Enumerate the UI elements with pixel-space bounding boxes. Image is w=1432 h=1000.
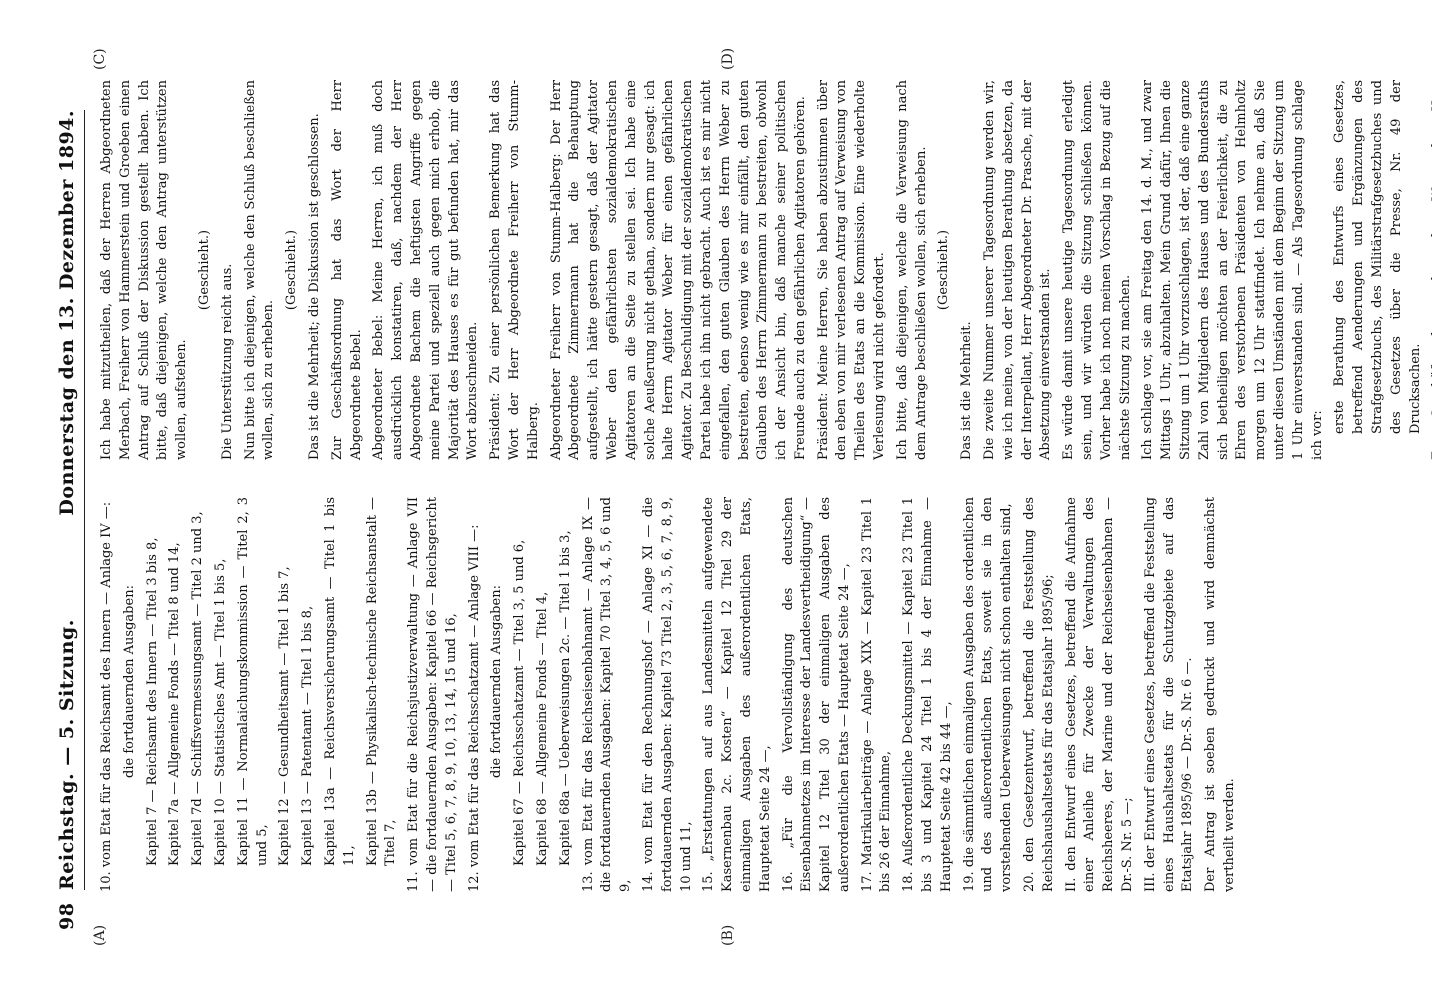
running-header (52, 110, 85, 930)
list-item: Kapitel 13 — Patentamt — Titel 1 bis 8, (300, 605, 316, 866)
list-item: die fortdauernden Ausgaben: (489, 585, 505, 778)
list-item: 14. vom Etat für den Rechnungshof — Anlage XI — die fortdauernden Ausgaben: Kapitel 73 Titel 2, 3, 5, 6, 7, 8, 9, 10 und 11, (640, 497, 694, 892)
paragraph: Präsident: Meine Herren, Sie haben abzustimmen über den eben von mir verlesenen Antrag auf Verweisung von Theilen des Etats an die Kommission. Eine wiederholte Verlesung wird nicht gefordert. (815, 80, 888, 460)
list-item: Kapitel 7a — Allgemeine Fonds — Titel 8 und 14, (167, 542, 183, 866)
margin-letter-c: (C) (92, 48, 108, 70)
list-item: II. den Entwurf eines Gesetzes, betreffend die Aufnahme einer Anleihe für Zwecke der Verwaltungen des Reichsheeres, der Marine und der Reichseisenbahnen — Dr.-S. Nr. 5 —; (1063, 497, 1136, 892)
stage-direction: (Geschieht.) (196, 229, 212, 311)
list-item: Kapitel 13b — Physikalisch-technische Reichsanstalt — Titel 7, (364, 497, 399, 866)
paragraph: Die zweite Nummer unserer Tagesordnung werden wir, wie ich meine, von der heutigen Berathung absetzen, da der Interpellant, Herr Abgeordneter Dr. Prasche, mit der Absetzung einverstanden ist. (982, 80, 1054, 460)
stage-direction: (Geschieht.) (936, 229, 952, 311)
paragraph: Nun bitte ich diejenigen, welche den Schluß beschließen wollen, sich zu erheben. (242, 80, 277, 460)
header-right: Donnerstag den 13. Dezember 1894. (56, 110, 78, 516)
left-column (98, 497, 1244, 892)
paragraph: Die Unterstützung reicht aus. (219, 263, 235, 460)
paragraph: Präsident: Zu einer persönlichen Bemerkung hat das Wort der Herr Abgeordnete Freiherr von Stumm-Halberg. (488, 80, 541, 460)
header-left: Reichstag. — 5. Sitzung. (56, 619, 78, 890)
list-item: Kapitel 10 — Statistisches Amt — Titel 1 bis 5, (212, 558, 228, 866)
list-item: Kapitel 13a — Reichsversicherungsamt — Titel 1 bis 11, (322, 497, 357, 866)
list-item: Kapitel 7 — Reichsamt des Innern — Titel 3 bis 8, (144, 537, 160, 866)
paragraph: Abgeordneter Bebel: Meine Herren, ich muß doch ausdrücklich konstatiren, daß, nachdem der Herr Abgeordnete Bachem die heftigsten Angriffe gegen meine Partei und speziell auch gegen mich erhob, die Majorität des Hauses es für gut befunden hat, mir das Wort abzuschneiden. (371, 80, 481, 460)
agenda-item: erste Berathung des Entwurfs eines Gesetzes, betreffend Aenderungen und Ergänzungen des Strafgesetzbuchs, des Militärstrafgesetzbuches und des Gesetzes über die Presse, Nr. 49 der Drucksachen. (1332, 80, 1423, 434)
digitization-credit (1414, 0, 1432, 1000)
list-item: 16. „Für die Vervollständigung des deutschen Eisenbahnnetzes im Interesse der Landesvertheidigung“ — Kapitel 12 Titel 30 der einmaligen Ausgaben des außerordentlichen Etats — Hauptetat Seite 24 —, (780, 497, 852, 892)
list-item: 12. vom Etat für das Reichsschatzamt — Anlage VIII —: (466, 524, 482, 892)
paragraph: Das ist die Mehrheit. (959, 321, 975, 460)
list-item: III. der Entwurf eines Gesetzes, betreffend die Feststellung eines Haushaltsetats für die Schutzgebiete auf das Etatsjahr 1895/96 — Dr.-S. Nr. 6 —. (1142, 497, 1196, 892)
list-item: Kapitel 67 — Reichsschatzamt — Titel 3, 5 und 6, (512, 539, 528, 866)
paragraph: Abgeordneter Freiherr von Stumm-Halberg: Der Herr Abgeordnete Zimmermann hat die Behauptung aufgestellt, ich hätte gestern gesagt, daß der Agitator Weber den gefährlichsten sozialdemokratischen Agitatoren an die Seite zu stellen sei. Ich habe eine solche Aeußerung nicht gethan, sondern nur gesagt: ich halte Herrn Agitator Weber für einen gefährlichen Agitator. Zu Beschuldigung mit der sozialdemokratischen Partei habe ich ihn nicht gebracht. Auch ist es mir nicht eingefallen, den guten Glauben des Herrn Weber zu bestreiten, ebenso wenig wie es mir einfällt, den guten Glauben des Herrn Zimmermann zu bestreiten, obwohl ich der Ansicht bin, daß manche seiner politischen Freunde auch zu den gefährlichen Agitatoren gehören. (548, 80, 808, 460)
list-item: Der Antrag ist soeben gedruckt und wird demnächst vertheilt werden. (1203, 497, 1238, 892)
paragraph: Zur Geschäftsordnung hat das Wort der Herr Abgeordnete Bebel. (329, 80, 364, 460)
list-item: 20. den Gesetzentwurf, betreffend die Feststellung des Reichshaushaltsetats für das Etatsjahr 1895/96; (1022, 497, 1056, 892)
list-item: die fortdauernden Ausgaben: (121, 585, 137, 778)
paragraph: Das ist die Mehrheit; die Diskussion ist geschlossen. (306, 113, 322, 460)
right-column (98, 80, 1432, 460)
list-item: Kapitel 11 — Normalaichungskommission — Titel 2, 3 und 5, (235, 497, 270, 866)
list-item: Kapitel 12 — Gesundheitsamt — Titel 1 bis 7, (277, 566, 293, 866)
list-item: 15. „Erstattungen auf aus Landesmitteln aufgewendete Kasernenbau 2c. Kosten“ — Kapitel 12 Titel 29 der einmaligen Ausgaben des außerordentlichen Etats, Hauptetat Seite 24 —, (701, 497, 773, 892)
list-item: 19. die sämmtlichen einmaligen Ausgaben des ordentlichen und des außerordentlichen Etats, soweit sie in den vorstehenden Ueberweisungen nicht schon enthalten sind, (961, 497, 1015, 892)
list-item: Kapitel 68a — Ueberweisungen 2c. — Titel 1 bis 3, (557, 530, 573, 866)
list-item: 11. vom Etat für die Reichsjustizverwaltung — Anlage VII — die fortdauernden Ausgaben: Kapitel 66 — Reichsgericht — Titel 5, 6, 7, 8, 9, 10, 13, 14, 15 und 16, (406, 497, 459, 892)
paragraph: Ich habe mitzutheilen, daß der Herren Abgeordneten Merbach, Freiherr von Hammerstein und Groeben einen Antrag auf Schluß der Diskussion gestellt haben. Ich bitte, daß diejenigen, welche den Antrag unterstützen wollen, aufstehen. (99, 80, 190, 460)
list-item: 18. Außerordentliche Deckungsmittel — Kapitel 23 Titel 1 bis 3 und Kapitel 24 Titel 1 bis 4 der Einnahme — Hauptetat Seite 42 bis 44 —, (901, 497, 954, 892)
paragraph: Ich schlage vor, sie am Freitag den 14. d. M., und zwar Mittags 1 Uhr, abzuhalten. Mein Grund dafür, Ihnen die Sitzung um 1 Uhr vorzuschlagen, ist der, daß eine ganze Zahl von Mitgliedern des Hauses und des Bundesraths sich betheiligen möchten an der Feierlichkeit, die zu Ehren des verstorbenen Präsidenten von Helmholtz morgen um 12 Uhr stattfindet. Ich nehme an, daß Sie unter diesen Umständen mit dem Beginn der Sitzung um 1 Uhr einverstanden sind. — Als Tagesordnung schlage ich vor: (1140, 80, 1325, 460)
margin-letter-b: (B) (720, 924, 736, 946)
list-item: Kapitel 7d — Schiffsvermessungsamt — Titel 2 und 3, (190, 511, 206, 866)
list-item: 10. vom Etat für das Reichsamt des Innern — Anlage IV —: (99, 501, 114, 892)
paragraph: Es würde damit unsere heutige Tagesordnung erledigt sein, und wir würden die Sitzung schließen können. Vorher habe ich noch meinen Vorschlag in Bezug auf die nächste Sitzung zu machen. (1061, 80, 1133, 460)
page-number: 98 (56, 902, 78, 930)
stage-direction: (Geschieht.) (284, 229, 300, 311)
margin-letter-a: (A) (92, 924, 108, 946)
margin-letter-d: (D) (720, 47, 736, 70)
list-item: Kapitel 68 — Allgemeine Fonds — Titel 4, (534, 591, 550, 866)
paragraph: Ich bitte, daß diejenigen, welche die Verweisung nach dem Antrage beschließen wollen, sich erheben. (894, 80, 929, 460)
list-item: 13. vom Etat für das Reichseisenbahnamt — Anlage IX — die fortdauernden Ausgaben: Kapitel 70 Titel 3, 4, 5, 6 und 9, (580, 497, 634, 892)
list-item: 17. Matrikularbeiträge — Anlage XIX — Kapitel 23 Titel 1 bis 26 der Einnahme, (859, 497, 894, 892)
